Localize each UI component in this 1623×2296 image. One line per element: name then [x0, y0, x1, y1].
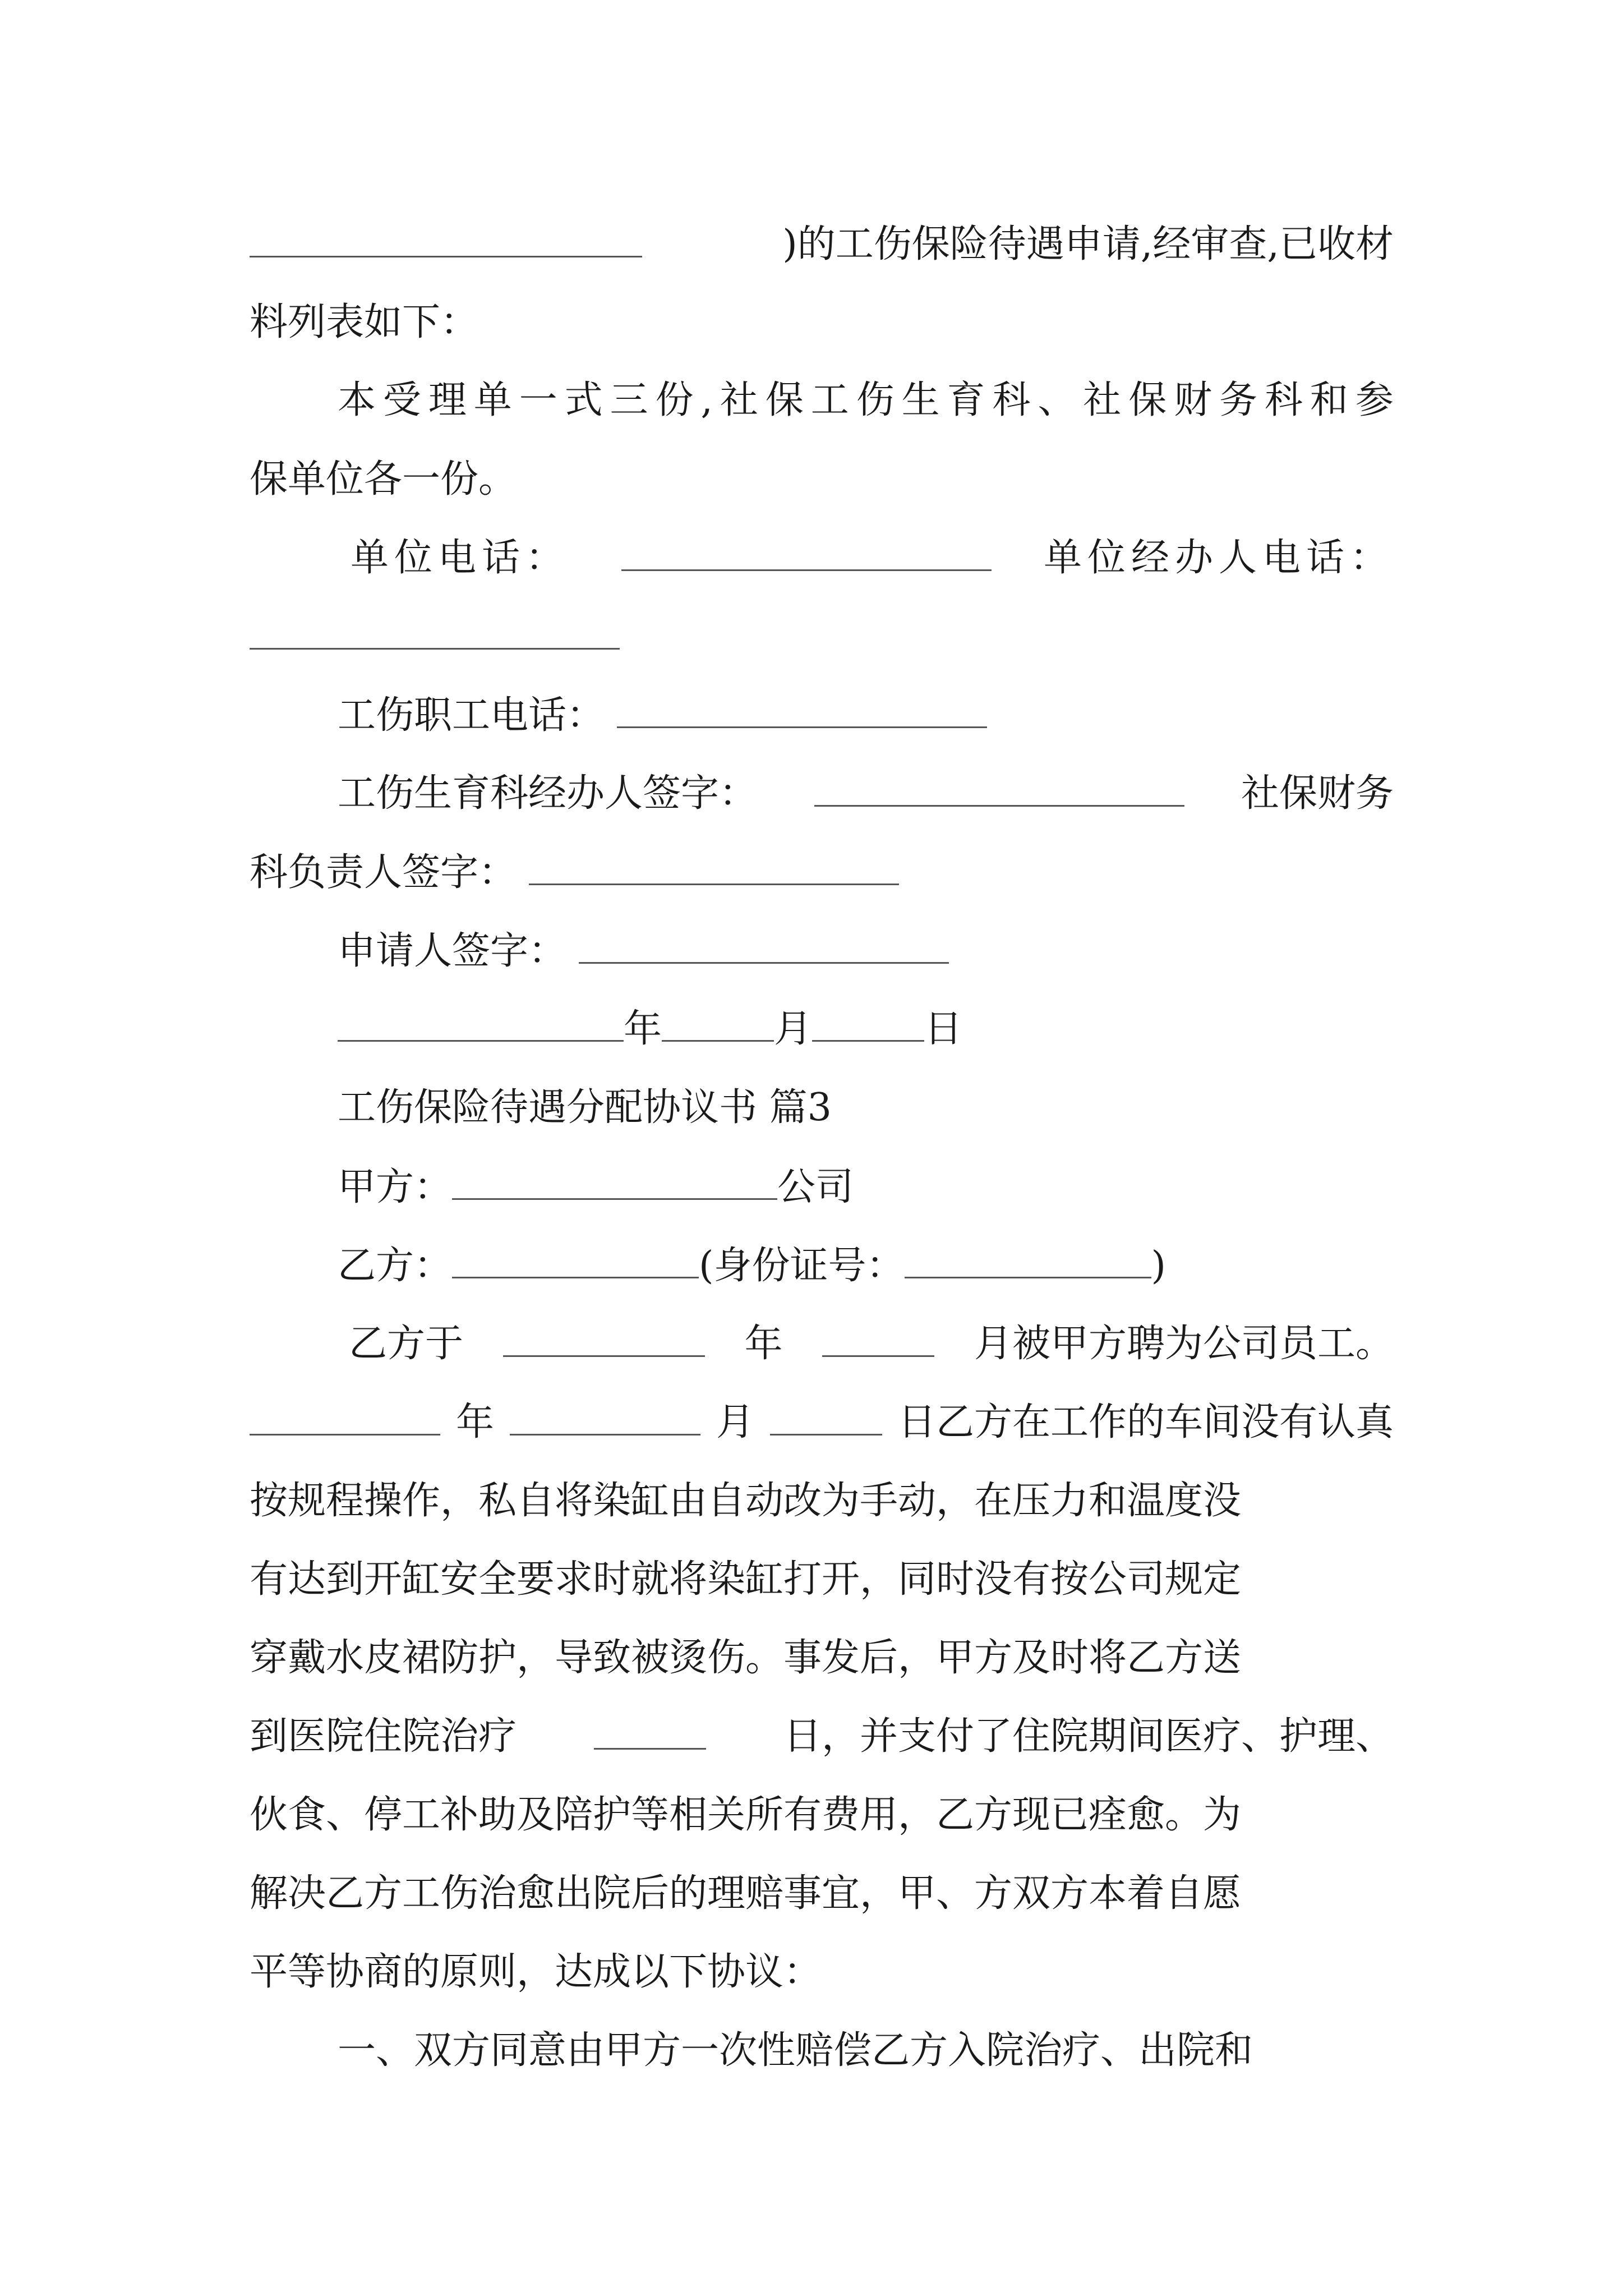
text: 月: [716, 1400, 754, 1444]
text: 公司: [777, 1165, 854, 1209]
label-handler-signature: 工伤生育科经办人签字：: [338, 771, 758, 816]
line-20: [250, 1709, 1394, 1765]
month-field[interactable]: [822, 1316, 934, 1357]
line-2: 料列表如下：: [250, 300, 479, 344]
label-unit-phone: 单位电话：: [351, 536, 570, 580]
text: 日乙方在工作的车间没有认真: [897, 1400, 1394, 1444]
glyph: 和: [1310, 378, 1348, 422]
glyph: 伤: [856, 378, 895, 422]
month-field[interactable]: [510, 1395, 700, 1435]
day-label: 日: [924, 1007, 963, 1051]
handler-signature-field[interactable]: [814, 766, 1184, 807]
unit-phone-field[interactable]: [621, 530, 992, 571]
text: 年: [744, 1322, 783, 1366]
glyph: 理: [428, 378, 467, 422]
line-22: 解决乙方工伤治愈出院后的理赔事宜，甲、方双方本着自愿: [250, 1871, 1242, 1916]
glyph: 参: [1355, 378, 1394, 422]
line-7: [338, 687, 1394, 743]
month-field[interactable]: [662, 1001, 774, 1042]
label-applicant-signature: 申请人签字：: [338, 929, 567, 973]
unit-handler-phone-field[interactable]: [250, 609, 620, 650]
text: )的工伤保险待遇申请,经审查,已收材: [782, 222, 1394, 266]
line-9: [250, 844, 1394, 900]
year-field[interactable]: [503, 1316, 705, 1357]
text: 社保财务: [1241, 771, 1394, 816]
label-id-number: (身份证号：: [699, 1244, 905, 1288]
glyph: 保: [765, 378, 804, 422]
glyph: 份: [655, 378, 694, 422]
line-21: 伙食、停工补助及陪护等相关所有费用，乙方现已痊愈。为: [250, 1793, 1242, 1837]
glyph: 保: [1128, 378, 1167, 422]
applicant-signature-field[interactable]: [579, 923, 949, 964]
text: 到医院住院治疗: [250, 1714, 517, 1759]
line-14-party-b: [338, 1237, 1394, 1294]
line-15: [349, 1316, 1394, 1372]
days-field[interactable]: [594, 1709, 706, 1750]
glyph: ,: [700, 378, 713, 422]
glyph: 本: [338, 378, 376, 422]
glyph: 科: [992, 378, 1031, 422]
label-party-a: 甲方：: [338, 1165, 453, 1209]
text: 年: [455, 1400, 494, 1444]
glyph: 一: [519, 378, 557, 422]
blank-field[interactable]: [250, 217, 642, 257]
label-worker-phone: 工伤职工电话：: [338, 693, 605, 738]
glyph: 科: [1264, 378, 1303, 422]
year-label: 年: [624, 1007, 662, 1051]
party-a-field[interactable]: [452, 1159, 777, 1200]
glyph: 单: [473, 378, 512, 422]
glyph: 生: [901, 378, 940, 422]
section-heading: 工伤保险待遇分配协议书 篇3: [338, 1085, 832, 1130]
id-number-field[interactable]: [905, 1237, 1151, 1278]
glyph: 三: [610, 378, 648, 422]
month-label: 月: [774, 1007, 813, 1051]
line-18: 有达到开缸安全要求时就将染缸打开，同时没有按公司规定: [250, 1557, 1242, 1602]
line-8: [338, 766, 1394, 822]
text: ): [1151, 1244, 1166, 1288]
glyph: 、: [1038, 378, 1076, 422]
glyph: 社: [1083, 378, 1122, 422]
line-24: 一、双方同意由甲方一次性赔偿乙方入院治疗、出院和: [338, 2028, 1253, 2073]
year-field[interactable]: [338, 1001, 624, 1042]
day-field[interactable]: [770, 1395, 882, 1435]
glyph: 受: [382, 378, 421, 422]
label-party-b: 乙方：: [338, 1244, 453, 1288]
party-b-field[interactable]: [452, 1237, 699, 1278]
glyph: 育: [947, 378, 985, 422]
text: 乙方于: [349, 1322, 464, 1366]
line-5: [351, 530, 1394, 586]
glyph: 社: [720, 378, 758, 422]
line-16: [250, 1395, 1394, 1451]
line-19: 穿戴水皮裙防护，导致被烫伤。事发后，甲方及时将乙方送: [250, 1636, 1242, 1680]
line-13-party-a: [338, 1159, 1394, 1215]
glyph: 财: [1174, 378, 1212, 422]
finance-signature-field[interactable]: [529, 844, 899, 885]
worker-phone-field[interactable]: [617, 687, 987, 728]
line-23: 平等协商的原则，达成以下协议：: [250, 1950, 822, 1994]
line-11-date: [338, 1001, 1394, 1057]
line-1: [250, 217, 1394, 273]
line-17: 按规程操作，私自将染缸由自动改为手动，在压力和温度没: [250, 1479, 1242, 1523]
glyph: 式: [564, 378, 603, 422]
glyph: 工: [810, 378, 849, 422]
line-3: [338, 372, 1394, 429]
label-unit-handler-phone: 单位经办人电话：: [1043, 536, 1394, 580]
line-6: [250, 609, 1394, 665]
glyph: 务: [1219, 378, 1258, 422]
line-4: 保单位各一份。: [250, 457, 517, 501]
line-10: [338, 923, 1394, 979]
label-finance-signature: 科负责人签字：: [250, 850, 517, 895]
text: 月被甲方聘为公司员工。: [974, 1322, 1394, 1366]
day-field[interactable]: [812, 1001, 924, 1042]
year-field[interactable]: [250, 1395, 440, 1435]
text: 日，并支付了住院期间医疗、护理、: [783, 1714, 1394, 1759]
